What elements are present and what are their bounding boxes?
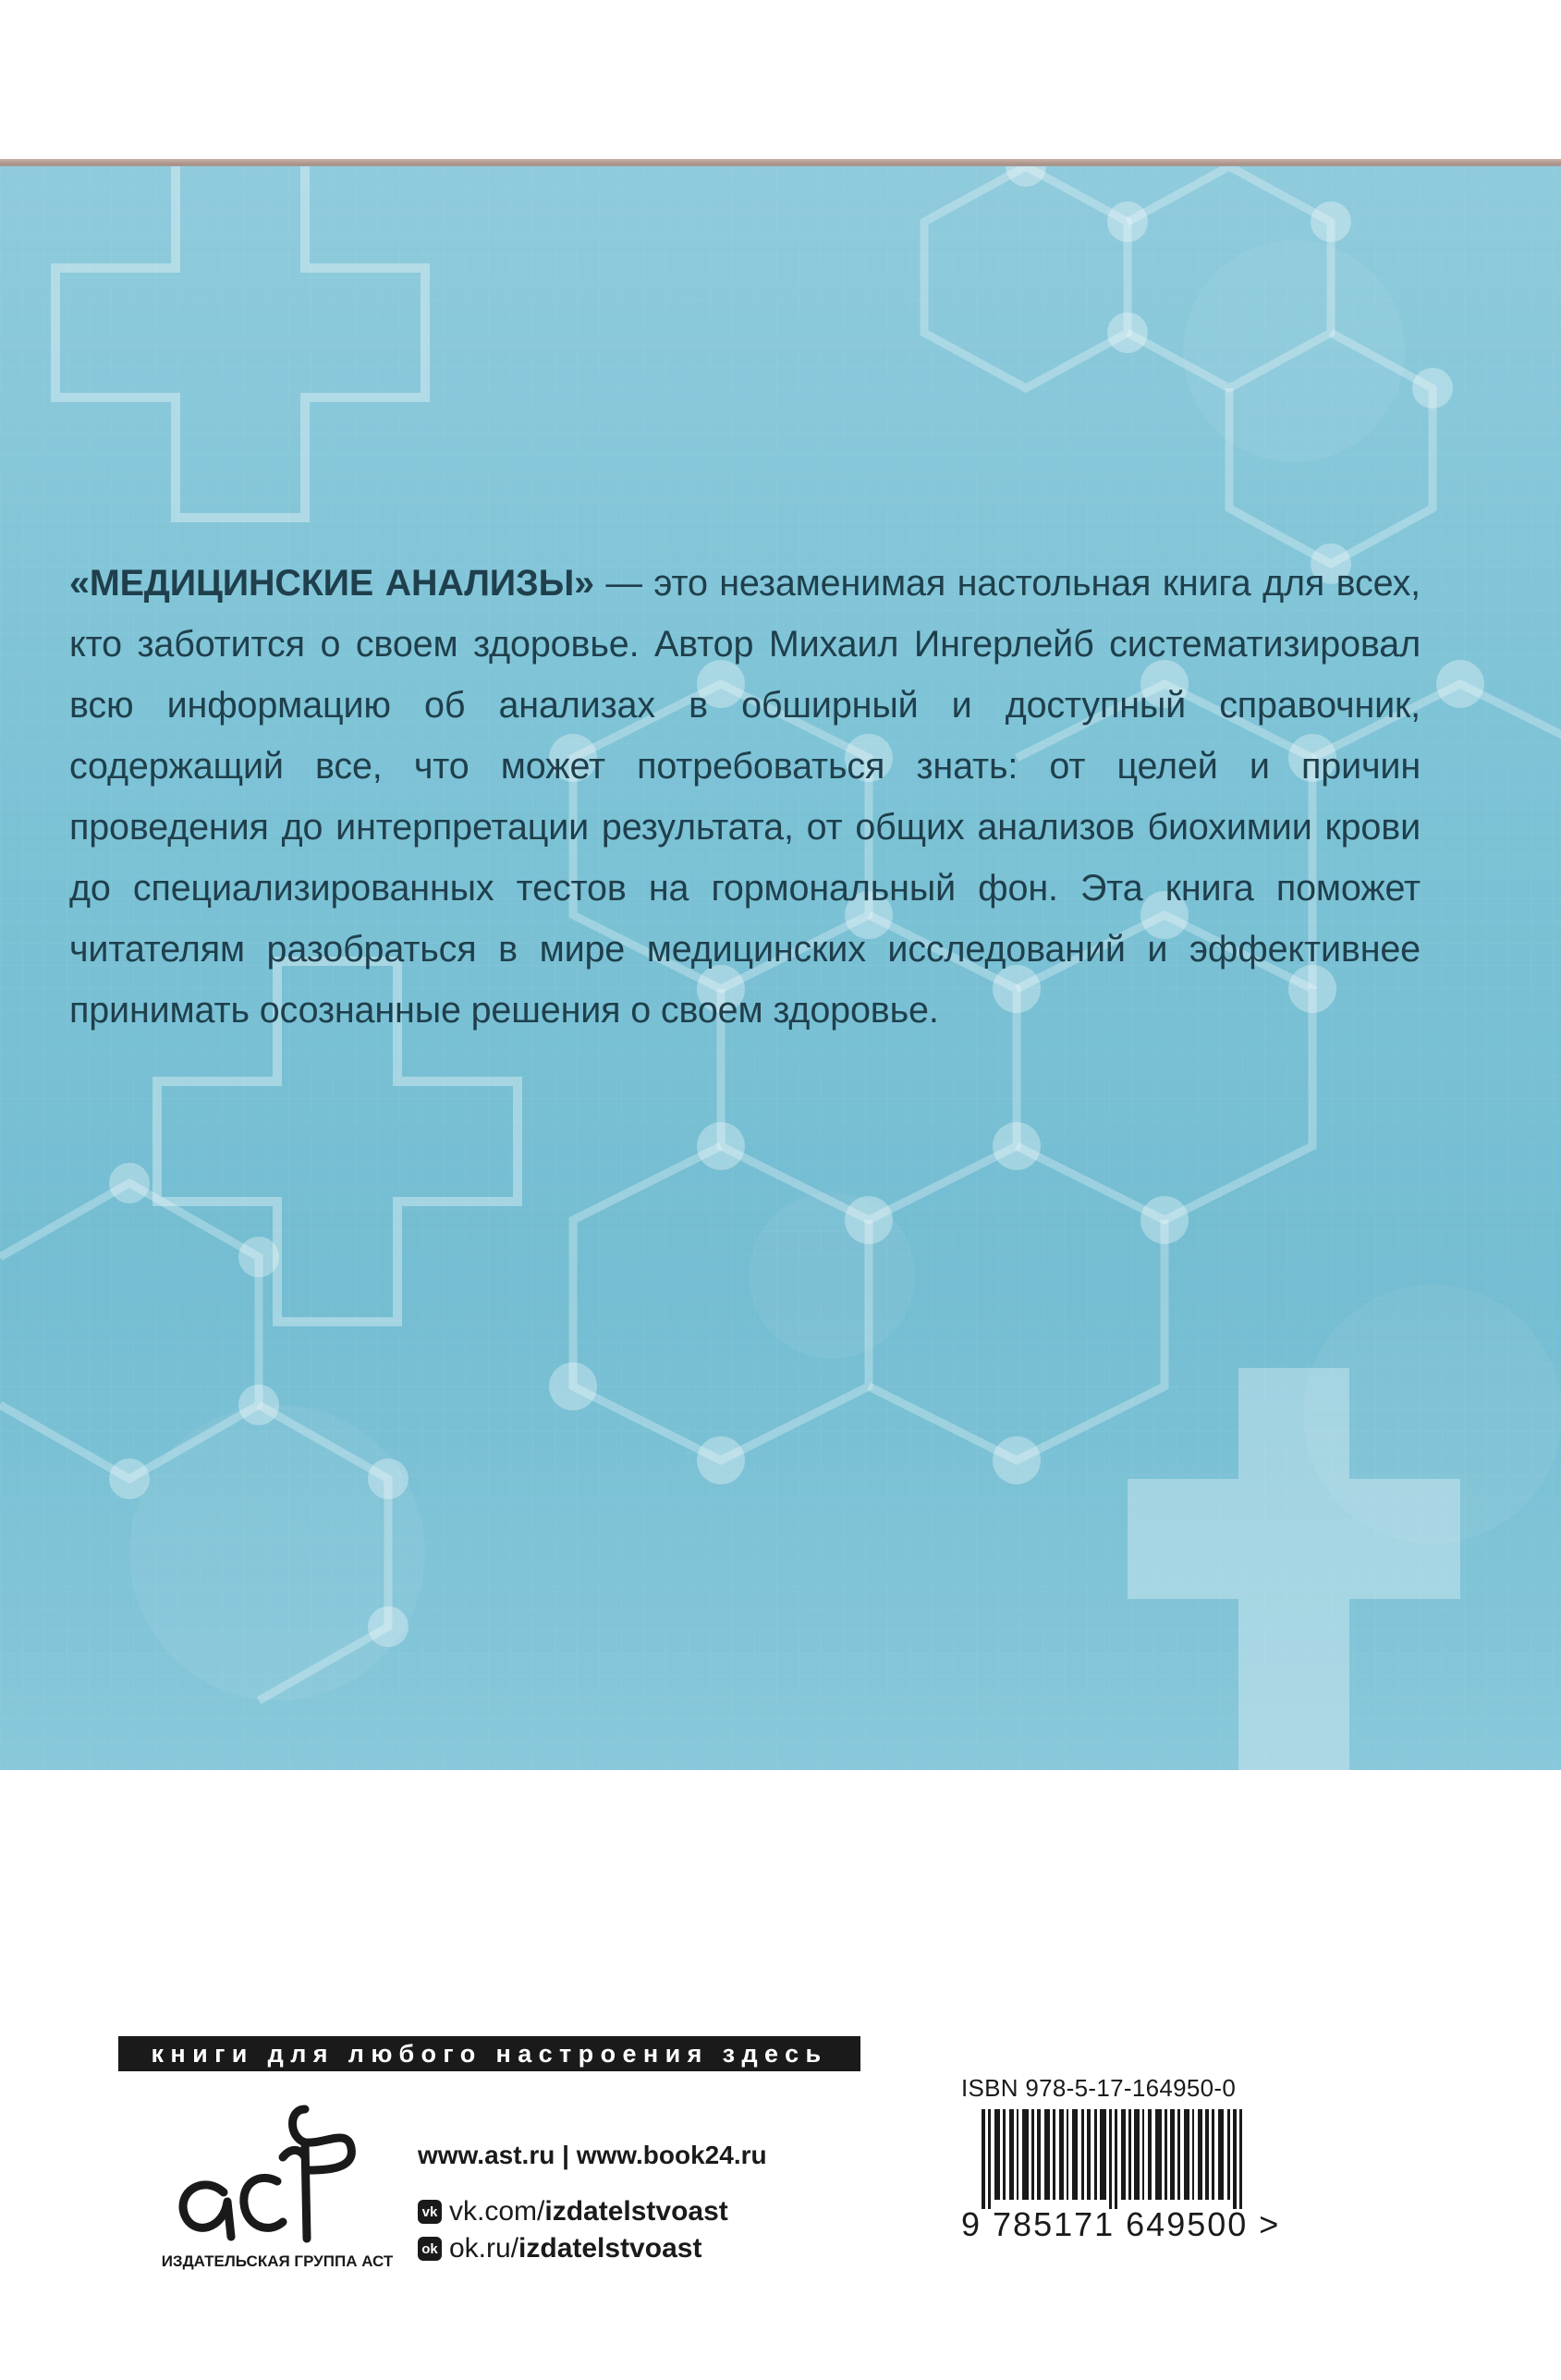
website-links[interactable]: www.ast.ru | www.book24.ru [418, 2141, 767, 2169]
ast-logo-icon [166, 2091, 360, 2248]
book-title: «МЕДИЦИНСКИЕ АНАЛИЗЫ» [69, 563, 594, 604]
barcode-icon [961, 2109, 1266, 2209]
vk-handle: izdatelstvoast [544, 2196, 728, 2227]
publisher-links [418, 2141, 767, 2264]
ok-prefix: ok.ru/ [449, 2233, 519, 2264]
slogan-banner: книги для любого настроения здесь [118, 2036, 860, 2071]
book-description [69, 553, 1421, 1041]
description-text: — это незаменимая настольная книга для всех, кто заботится о своем здоровье. Автор Михаил Ингерлейб систематизировал всю информацию об анализах в обширный и доступный справочник, содержащий все, что может потребоваться знать: от целей и причин проведения до интерпретации результата, от общих анализов биохимии крови до специализированных тестов на гормональный фон. Эта книга поможет читателям разобраться в мире медицинских исследований и эффективнее принимать осознанные решения о своем здоровье. [69, 563, 1421, 1031]
cover-background [0, 166, 1561, 1770]
ok-icon: ok [418, 2237, 442, 2261]
ok-handle: izdatelstvoast [518, 2233, 702, 2264]
vk-prefix: vk.com/ [449, 2196, 545, 2227]
vk-link[interactable] [418, 2196, 767, 2227]
isbn-text: ISBN 978-5-17-164950-0 [961, 2074, 1237, 2102]
ok-link[interactable] [418, 2233, 767, 2264]
publisher-imprint: ИЗДАТЕЛЬСКАЯ ГРУППА АСТ [161, 2252, 394, 2270]
vk-icon: vk [418, 2200, 442, 2224]
barcode-digits: 9 785171 649500 > [961, 2205, 1281, 2243]
